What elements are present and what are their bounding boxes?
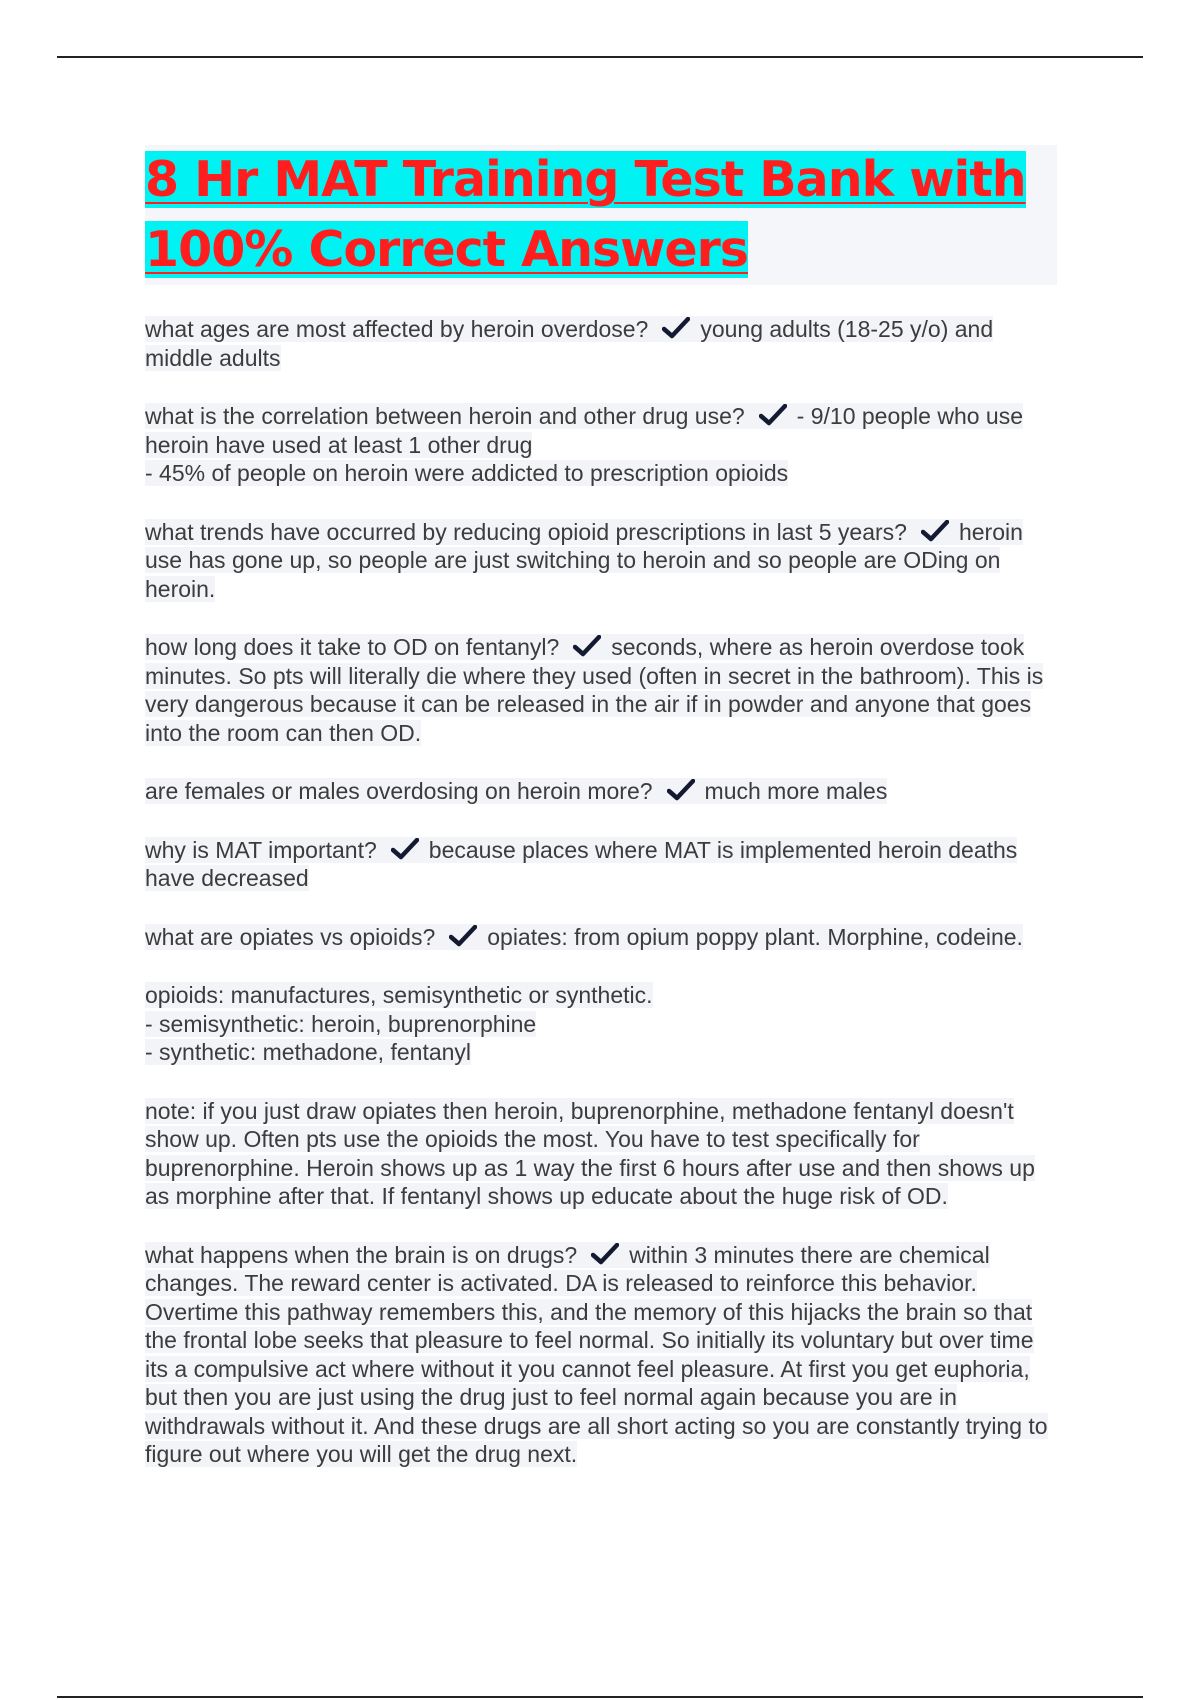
- checkmark-icon: [449, 925, 477, 947]
- title-block: [145, 145, 1057, 285]
- checkmark-icon: [573, 635, 601, 657]
- question-text: what happens when the brain is on drugs?: [145, 1241, 578, 1268]
- answer-text: note: if you just draw opiates then heroin, buprenorphine, methadone fentanyl doesn't show up. Often pts use the opioids the most. You have to test specifically for buprenorphine. Heroin shows up as 1 way the first 6 hours after use and then shows up as morphine after that. If fentanyl shows up educate about the huge risk of OD.: [145, 1097, 1035, 1209]
- qa-item: [145, 777, 1057, 806]
- answer-paragraph: [145, 1097, 1057, 1211]
- document-body: [145, 145, 1057, 1499]
- answer-text: heroin use has gone up, so people are just switching to heroin and so people are ODing on heroin.: [145, 518, 1023, 602]
- answer-text: seconds, where as heroin overdose took minutes. So pts will literally die where they used (often in secret in the bathroom). This is very dangerous because it can be released in the air if in powder and anyone that goes into the room can then OD.: [145, 634, 1044, 746]
- question-text: why is MAT important?: [145, 836, 377, 863]
- checkmark-icon: [591, 1243, 619, 1265]
- answer-text: much more males: [704, 778, 888, 804]
- qa-item: [145, 1241, 1057, 1469]
- checkmark-icon: [662, 317, 690, 339]
- qa-item: [145, 633, 1057, 747]
- qa-item: [145, 315, 1057, 372]
- answer-text: - semisynthetic: heroin, buprenorphine: [145, 1010, 537, 1037]
- question-text: what are opiates vs opioids?: [145, 923, 436, 950]
- answer-text: within 3 minutes there are chemical changes. The reward center is activated. DA is released to reinforce this behavior. Overtime this pathway remembers this, and the memory of this hijacks the brain so that the frontal lobe seeks that pleasure to feel normal. So initially its voluntary but over time its a compulsive act where without it you cannot feel pleasure. At first you get euphoria, but then you are just using the drug just to feel normal again because you are in withdrawals without it. And these drugs are all short acting so you are constantly trying to figure out where you will get the drug next.: [145, 1241, 1048, 1467]
- question-text: what is the correlation between heroin and other drug use?: [145, 403, 745, 429]
- answer-text: because places where MAT is implemented heroin deaths have decreased: [145, 836, 1018, 891]
- question-text: what trends have occurred by reducing opioid prescriptions in last 5 years?: [145, 518, 907, 545]
- footer-rule: [57, 1696, 1143, 1698]
- question-text: are females or males overdosing on heroin more?: [145, 778, 653, 804]
- qa-item: [145, 923, 1057, 952]
- question-text: what ages are most affected by heroin overdose?: [145, 316, 649, 342]
- header-rule: [57, 56, 1143, 58]
- answer-text: young adults (18-25 y/o) and middle adults: [145, 316, 994, 371]
- qa-item: [145, 836, 1057, 893]
- answer-text: - synthetic: methadone, fentanyl: [145, 1039, 472, 1065]
- checkmark-icon: [921, 520, 949, 542]
- checkmark-icon: [759, 404, 787, 426]
- answer-text: opioids: manufactures, semisynthetic or synthetic.: [145, 982, 653, 1008]
- checkmark-icon: [667, 779, 695, 801]
- question-text: how long does it take to OD on fentanyl?: [145, 634, 560, 660]
- qa-item: [145, 402, 1057, 488]
- answer-text: - 9/10 people who use heroin have used at least 1 other drug: [145, 403, 1023, 458]
- answer-text: opiates: from opium poppy plant. Morphine, codeine.: [487, 923, 1023, 950]
- qa-item: [145, 518, 1057, 604]
- document-title: 8 Hr MAT Training Test Bank with 100% Correct Answers: [145, 151, 1026, 278]
- checkmark-icon: [391, 838, 419, 860]
- answer-text: - 45% of people on heroin were addicted to prescription opioids: [145, 460, 789, 486]
- answer-paragraph: [145, 981, 1057, 1067]
